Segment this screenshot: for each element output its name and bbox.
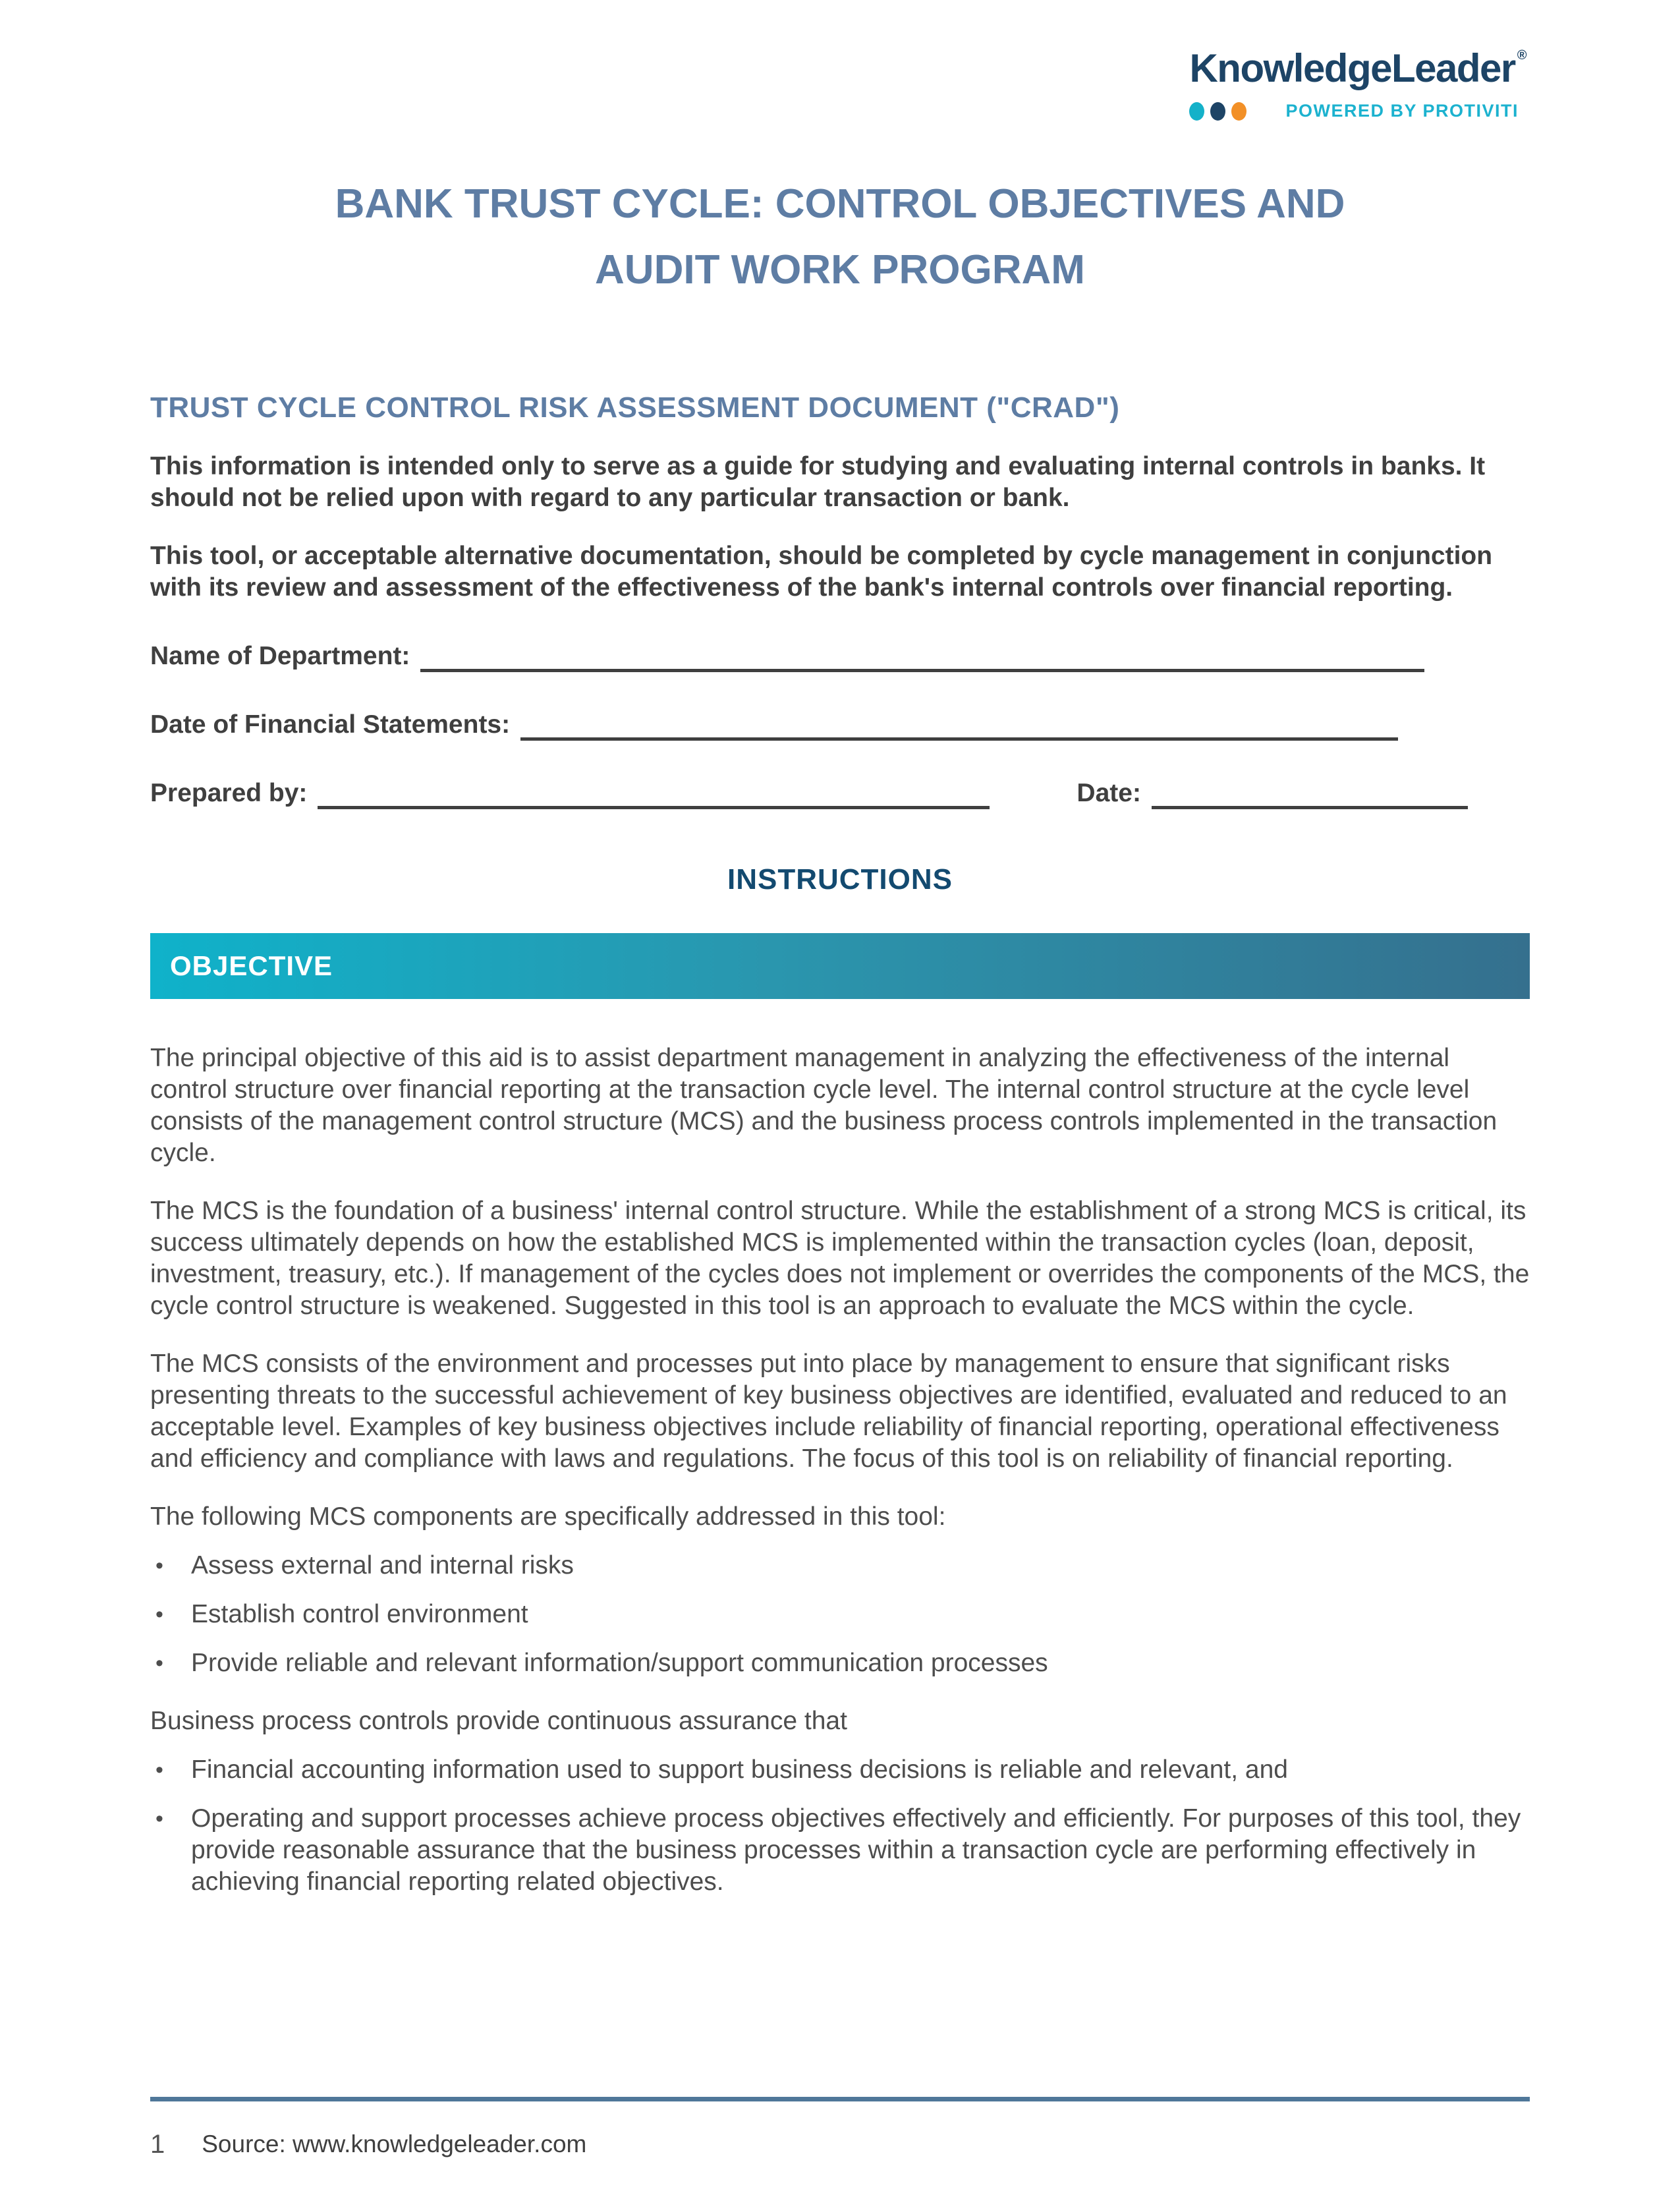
crad-intro-paragraph-2: This tool, or acceptable alternative documentation, should be completed by cycle management in conjunction with its review and assessment of the effectiveness of the bank's internal controls over financial reporting. (150, 542, 1493, 602)
knowledgeleader-logo (1189, 47, 1526, 121)
date-fill-line (1152, 779, 1468, 809)
bullet-icon: • (155, 1757, 163, 1783)
document-title-line1: BANK TRUST CYCLE: CONTROL OBJECTIVES AND (335, 181, 1345, 227)
mcs-component-text: Establish control environment (191, 1600, 528, 1628)
mcs-component-text: Provide reliable and relevant information/support communication processes (191, 1649, 1048, 1677)
business-process-controls-intro: Business process controls provide continuous assurance that (150, 1707, 847, 1735)
bullet-icon: • (155, 1651, 163, 1676)
logo-wordmark (1189, 47, 1526, 89)
objective-paragraph-3: The MCS consists of the environment and processes put into place by management to ensure that significant risks presenting threats to the successful achievement of key business objectives are identified, evaluated and reduced to an acceptable level. Examples of key business objectives include reliability of financial reporting, operational effectiveness and efficiency and compliance with laws and regulations. The focus of this tool is on reliability of financial reporting. (150, 1350, 1507, 1473)
bullet-icon: • (155, 1602, 163, 1627)
document-title-line2: AUDIT WORK PROGRAM (595, 247, 1085, 293)
business-process-text: Financial accounting information used to support business decisions is reliable and relevant, and (191, 1755, 1288, 1784)
logo-brand-text: KnowledgeLeader (1189, 46, 1515, 90)
form-row-prepared-by-date (150, 778, 1530, 809)
objective-paragraph-1: The principal objective of this aid is to assist department management in analyzing the effectiveness of the internal control structure over financial reporting at the transaction cycle level. The internal control structure at the cycle level consists of the management control structure (MCS) and the business process controls implemented in the transaction cycle. (150, 1044, 1498, 1167)
page-number: 1 (150, 2130, 165, 2159)
logo-dot-navy-icon (1210, 102, 1225, 121)
objective-banner (150, 933, 1530, 999)
instructions-heading: INSTRUCTIONS (727, 863, 953, 896)
department-fill-line (420, 642, 1424, 672)
logo-subline (1189, 101, 1526, 121)
registered-trademark-icon: ® (1517, 48, 1526, 63)
logo-dot-orange-icon (1231, 102, 1246, 121)
mcs-component-list-item (150, 1599, 1530, 1630)
financial-statements-fill-line (520, 710, 1398, 741)
bullet-icon: • (155, 1553, 163, 1578)
logo-dot-teal-icon (1189, 102, 1204, 121)
logo-tagline: POWERED BY PROTIVITI (1285, 101, 1519, 121)
document-title (150, 171, 1530, 303)
prepared-by-label: Prepared by: (150, 779, 308, 807)
mcs-component-list-item (150, 1550, 1530, 1582)
bullet-icon: • (155, 1806, 163, 1831)
financial-statements-label: Date of Financial Statements: (150, 710, 511, 739)
crad-intro-paragraph-1: This information is intended only to serve as a guide for studying and evaluating internal controls in banks. It should not be relied upon with regard to any particular transaction or bank. (150, 452, 1486, 512)
mcs-component-text: Assess external and internal risks (191, 1551, 574, 1580)
mcs-component-list-item (150, 1647, 1530, 1679)
date-label: Date: (1077, 779, 1141, 807)
form-row-department (150, 641, 1530, 672)
department-label: Name of Department: (150, 642, 410, 670)
objective-banner-label: OBJECTIVE (170, 950, 333, 981)
prepared-by-fill-line (318, 779, 990, 809)
page-footer (150, 2128, 586, 2160)
source-attribution: Source: www.knowledgeleader.com (202, 2130, 587, 2157)
crad-section-heading: TRUST CYCLE CONTROL RISK ASSESSMENT DOCUMENT ("CRAD") (150, 391, 1120, 424)
form-row-financial-statements (150, 709, 1530, 741)
business-process-list-item (150, 1803, 1530, 1898)
objective-paragraph-2: The MCS is the foundation of a business' internal control structure. While the establishment of a strong MCS is critical, its success ultimately depends on how the established MCS is implemented within the transaction cycles (loan, deposit, investment, treasury, etc.). If management of the cycles does not implement or overrides the components of the MCS, the cycle control structure is weakened. Suggested in this tool is an approach to evaluate the MCS within the cycle. (150, 1197, 1530, 1320)
business-process-text: Operating and support processes achieve process objectives effectively and efficiently. For purposes of this tool, they provide reasonable assurance that the business processes within a transaction cycle are performing effectively in achieving financial reporting related objectives. (191, 1804, 1521, 1896)
footer-divider (150, 2097, 1530, 2101)
business-process-list-item (150, 1754, 1530, 1786)
mcs-components-intro: The following MCS components are specifically addressed in this tool: (150, 1502, 946, 1531)
